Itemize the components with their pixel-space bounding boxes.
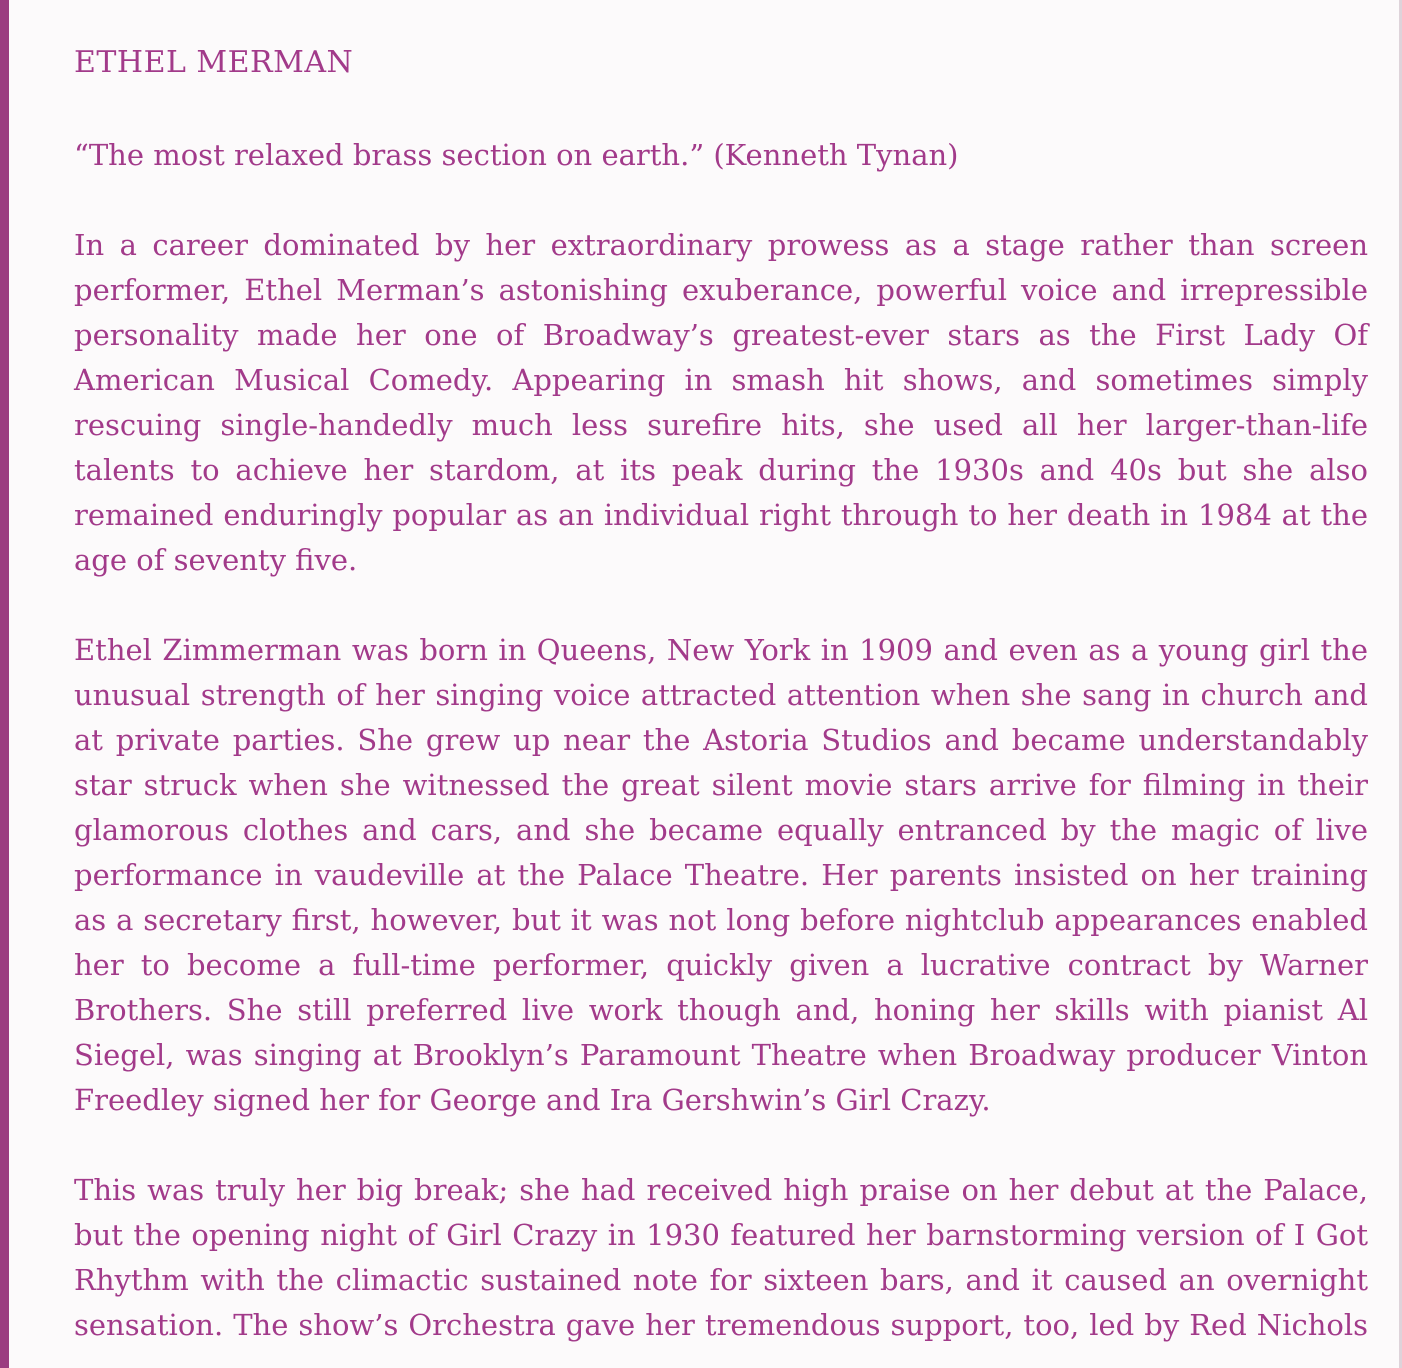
page-title: ETHEL MERMAN bbox=[74, 45, 354, 80]
paragraph-big-break: This was truly her big break; she had received high praise on her debut at the Palace, but the opening night of Girl Crazy in 1930 featured her barnstorming version of I Got Rhythm with the climactic sustained note for sixteen bars, and it caused an overnight sensation. The show’s Orchestra gave her tremendous support, too, led by Red Nichols bbox=[74, 1173, 1368, 1342]
paragraph-early-life: Ethel Zimmerman was born in Queens, New York in 1909 and even as a young girl the unusual strength of her singing voice attracted attention when she sang in church and at private parties. She grew up near the Astoria Studios and became understandably star struck when she witnessed the great silent movie stars arrive for filming in their glamorous clothes and cars, and she became equally entranced by the magic of live performance in vaudeville at the Palace Theatre. Her parents insisted on her training as a secretary first, however, but it was not long before nightclub appearances enabled her to become a full-time performer, quickly given a lucrative contract by Warner Brothers. She still preferred live work though and, honing her skills with pianist Al Siegel, was singing at Brooklyn’s Paramount Theatre when Broadway producer Vinton Freedley signed her for George and Ira Gershwin’s Girl Crazy. bbox=[74, 633, 1368, 1117]
liner-notes-text bbox=[74, 38, 1368, 1348]
spine-edge bbox=[0, 0, 9, 1368]
epigraph-quote: “The most relaxed brass section on earth.” (Kenneth Tynan) bbox=[74, 138, 959, 172]
paragraph-career: In a career dominated by her extraordinary prowess as a stage rather than screen performer, Ethel Merman’s astonishing exuberance, powerful voice and irrepressible personality made her one of Broadway’s greatest-ever stars as the First Lady Of American Musical Comedy. Appearing in smash hit shows, and sometimes simply rescuing single-handedly much less surefire hits, she used all her larger-than-life talents to achieve her stardom, at its peak during the 1930s and 40s but she also remained enduringly popular as an individual right through to her death in 1984 at the age of seventy five. bbox=[74, 228, 1368, 577]
